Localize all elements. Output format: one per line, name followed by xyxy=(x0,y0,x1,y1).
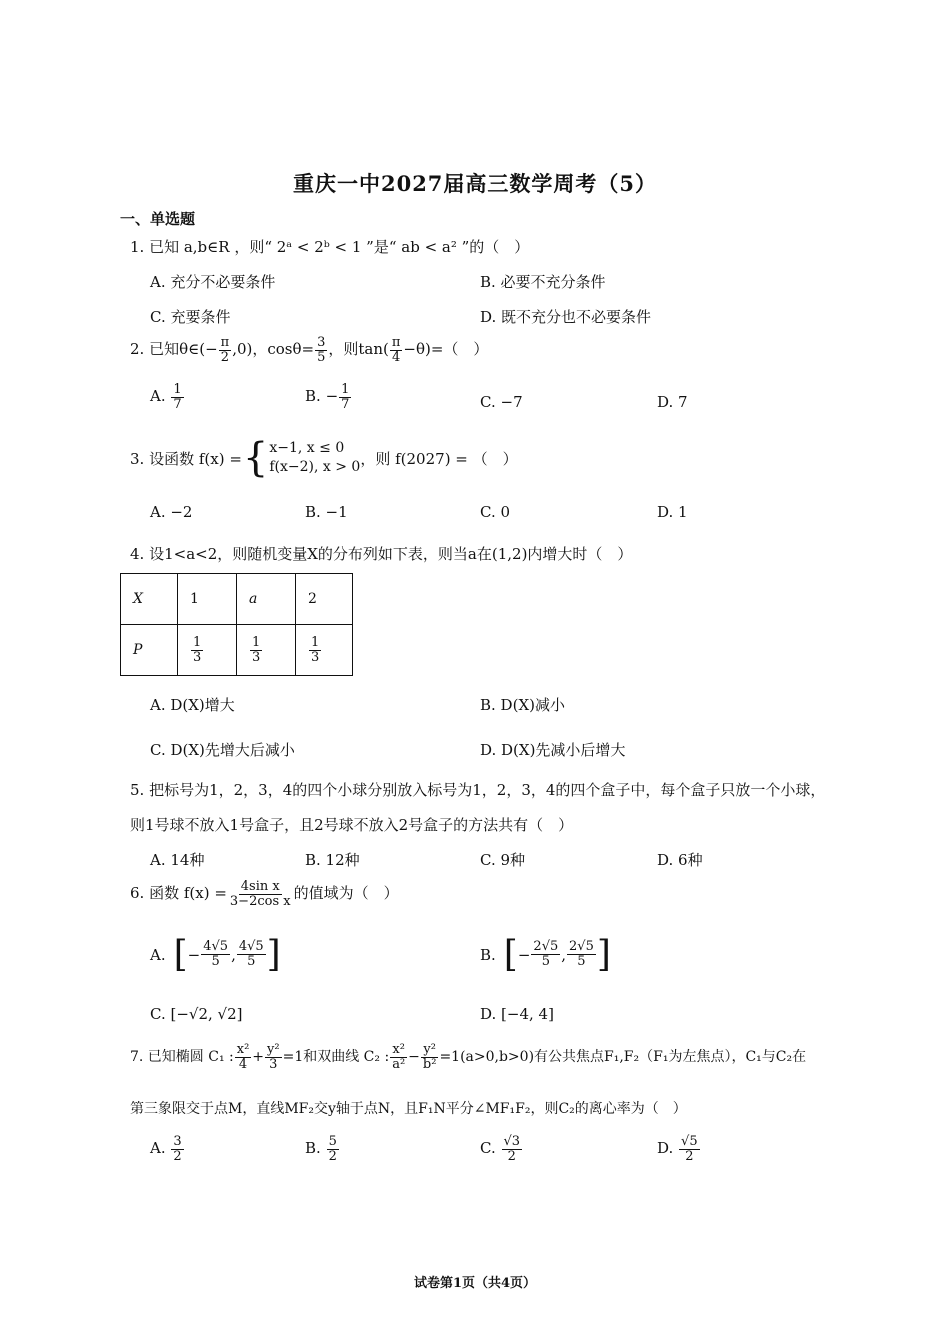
q6-frac-num: 4sin x xyxy=(240,879,280,894)
q2-frac3-num: π xyxy=(391,335,401,350)
table-cell: a xyxy=(237,574,296,625)
question-3-stem xyxy=(130,435,518,481)
question-1-stem: 1. 已知 a,b∈R ，则“ 2ᵃ < 2ᵇ < 1 ”是“ ab < a² ”的（ ） xyxy=(130,238,530,256)
table-cell: P xyxy=(121,625,178,676)
question-7-option-a xyxy=(150,1135,185,1163)
q2-option-d-text: 7 xyxy=(678,393,688,411)
q2-stem-mid2: ，则tan( xyxy=(328,340,389,359)
question-5-stem-line2: 则1号球不放入1号盒子，且2号球不放入2号盒子的方法共有（ ） xyxy=(130,816,574,834)
q7-option-c-frac xyxy=(502,1135,523,1163)
q7-h-den1: a² xyxy=(392,1056,406,1072)
table-row xyxy=(121,625,353,676)
prob-den: 3 xyxy=(252,649,261,665)
q7-option-a-den: 2 xyxy=(173,1148,182,1164)
q7-option-c-num: √3 xyxy=(503,1134,521,1149)
prob-den: 3 xyxy=(193,649,202,665)
question-5-option-c: C. 9种 xyxy=(480,851,526,869)
q3-cases xyxy=(269,439,360,477)
q7-h-den2: b² xyxy=(422,1056,437,1072)
question-6-option-a: A. [ − $\frac{4√5}{5}$ , $\frac{4√5}{5}$ ] xyxy=(150,934,281,975)
question-2-option-b xyxy=(305,383,352,411)
q6-option-b-den1: 5 xyxy=(541,954,550,969)
q6-option-b-label: B. xyxy=(480,945,496,964)
q2-option-b-den: 7 xyxy=(341,396,350,412)
question-4-option-c: C. D(X)先增大后减小 xyxy=(150,741,295,759)
q3-stem-pre: 3. 设函数 f(x) = xyxy=(130,449,242,468)
q7-stem-a: 7. 已知椭圆 C₁ : xyxy=(130,1049,234,1066)
q6-option-a-num1: 4√5 xyxy=(203,939,229,955)
q2-option-a-num: 1 xyxy=(173,382,182,397)
q6-option-b-den2: 5 xyxy=(577,954,586,969)
question-6-stem xyxy=(130,880,399,908)
q2-option-a-label: A. xyxy=(150,387,166,406)
q2-option-b-label: B. xyxy=(305,387,321,406)
q2-stem-post: −θ)=（ ） xyxy=(403,340,489,359)
q2-option-b-num: 1 xyxy=(341,382,350,397)
question-3-option-a: A. −2 xyxy=(150,503,193,521)
q6-option-a-den1: 5 xyxy=(211,954,220,969)
question-2-option-c xyxy=(480,393,523,411)
q2-frac3-den: 4 xyxy=(391,349,401,365)
q7-option-d-frac xyxy=(679,1135,700,1163)
q6-option-b-num1: 2√5 xyxy=(533,939,559,955)
q7-option-a-num: 3 xyxy=(173,1134,182,1149)
q6-frac xyxy=(228,880,293,908)
prob-num: 1 xyxy=(311,634,320,650)
section-heading: 一、单选题 xyxy=(120,210,196,228)
q7-option-c-den: 2 xyxy=(507,1148,516,1164)
q6-option-d-label: D. xyxy=(480,1005,497,1023)
question-1-option-b: B. 必要不充分条件 xyxy=(480,273,606,291)
q2-option-a-den: 7 xyxy=(173,396,182,412)
table-row xyxy=(121,574,353,625)
table-cell xyxy=(178,625,237,676)
q6-frac-den: 3−2cos x xyxy=(229,893,291,909)
page-footer: 试卷第1页（共4页） xyxy=(413,1276,537,1291)
question-5-option-d: D. 6种 xyxy=(657,851,703,869)
q6-option-b-lbracket: [ xyxy=(503,934,518,975)
table-cell: 1 xyxy=(178,574,237,625)
q2-frac-pi-4 xyxy=(390,336,403,364)
q7-option-d-den: 2 xyxy=(685,1148,694,1164)
q7-option-b-label: B. xyxy=(305,1139,321,1158)
q7-option-b-frac xyxy=(327,1135,339,1163)
question-4-option-b: B. D(X)减小 xyxy=(480,696,565,714)
prob-den: 3 xyxy=(311,649,320,665)
q2-stem-pre: 2. 已知θ∈(− xyxy=(130,340,218,359)
q2-option-b-frac xyxy=(339,383,351,411)
q3-brace: { xyxy=(242,435,269,481)
q2-stem-mid1: ,0)，cosθ= xyxy=(232,340,315,359)
question-4-option-a: A. D(X)增大 xyxy=(150,696,235,714)
question-6-option-d xyxy=(480,1005,554,1023)
q7-h-num2: y² xyxy=(423,1042,436,1057)
q2-frac2-den: 5 xyxy=(317,349,326,365)
q7-option-a-label: A. xyxy=(150,1139,166,1158)
q6-option-b-frac2 xyxy=(567,940,596,968)
q7-e-num2: y² xyxy=(267,1042,280,1057)
question-7-option-d xyxy=(657,1135,701,1163)
q7-option-d-label: D. xyxy=(657,1139,674,1158)
q6-option-c-label: C. xyxy=(150,1005,166,1023)
q7-ellipse-frac1 xyxy=(235,1043,252,1071)
question-2-option-d xyxy=(657,393,688,411)
q7-option-b-den: 2 xyxy=(328,1148,337,1164)
q7-stem-b: =1和双曲线 C₂ : xyxy=(282,1049,390,1066)
q7-e-den2: 3 xyxy=(269,1056,278,1072)
q2-option-c-text: −7 xyxy=(500,393,523,411)
question-2-option-a xyxy=(150,383,185,411)
q7-hyper-frac1 xyxy=(390,1043,407,1071)
q6-option-a-label: A. xyxy=(150,945,166,964)
q2-option-b-sign: − xyxy=(325,387,339,406)
q7-option-a-frac xyxy=(171,1135,183,1163)
table-cell xyxy=(237,625,296,676)
q7-option-b-num: 5 xyxy=(328,1134,337,1149)
question-3-option-d: D. 1 xyxy=(657,503,688,521)
q7-h-num1: x² xyxy=(392,1042,405,1057)
question-3-option-b: B. −1 xyxy=(305,503,348,521)
q2-frac1-den: 2 xyxy=(220,349,230,365)
q6-option-a-num2: 4√5 xyxy=(238,939,264,955)
q2-option-d-label: D. xyxy=(657,393,674,411)
question-5-stem-line1: 5. 把标号为1，2，3，4的四个小球分别放入标号为1，2，3，4的四个盒子中，每个盒子只放一个小球， xyxy=(130,781,826,799)
question-4-stem: 4. 设1<a<2，则随机变量X的分布列如下表，则当a在(1,2)内增大时（ ） xyxy=(130,545,633,563)
q2-option-a-frac xyxy=(171,383,183,411)
q2-frac-3-5 xyxy=(315,336,327,364)
table-cell xyxy=(296,625,353,676)
q6-option-a-rbracket: ] xyxy=(266,934,281,975)
q6-option-b-rbracket: ] xyxy=(596,934,611,975)
q7-hyper-frac2 xyxy=(421,1043,439,1071)
q6-option-a-frac1 xyxy=(201,940,230,968)
question-7-stem-line2: 第三象限交于点M，直线MF₂交y轴于点N，且F₁N平分∠MF₁F₂，则C₂的离心率为（ ） xyxy=(130,1101,687,1117)
question-4-option-d: D. D(X)先减小后增大 xyxy=(480,741,626,759)
q7-e-den1: 4 xyxy=(238,1056,248,1072)
q6-option-a-den2: 5 xyxy=(247,954,256,969)
question-2-stem xyxy=(130,336,488,364)
exam-title: 重庆一中2027届高三数学周考（5） xyxy=(292,171,658,196)
q3-case-1: x−1, x ≤ 0 xyxy=(269,440,345,457)
question-5-option-a: A. 14种 xyxy=(150,851,205,869)
q6-option-a-frac2 xyxy=(237,940,266,968)
q6-option-c-text: [−√2, √2] xyxy=(170,1005,243,1023)
question-6-option-b: B. [ − $\frac{2√5}{5}$ , $\frac{2√5}{5}$ ] xyxy=(480,934,611,975)
q7-option-c-label: C. xyxy=(480,1139,496,1158)
distribution-table xyxy=(120,573,353,676)
q7-ellipse-frac2 xyxy=(265,1043,282,1071)
table-cell: 2 xyxy=(296,574,353,625)
question-1-option-a: A. 充分不必要条件 xyxy=(150,273,276,291)
q2-option-c-label: C. xyxy=(480,393,496,411)
question-7-option-c xyxy=(480,1135,523,1163)
q3-case-2: f(x−2), x > 0 xyxy=(269,459,361,475)
question-5-option-b: B. 12种 xyxy=(305,851,360,869)
q2-frac2-num: 3 xyxy=(317,335,326,350)
q3-stem-post: ，则 f(2027) = （ ） xyxy=(360,449,518,468)
question-7-stem-line1: 7. 已知椭圆 C₁ : $\frac{\text{x²}}{4}$ + $\frac{\text{y²}}{3}$ =1和双曲线 C₂ : $\frac{\text{x²}}{\text{a²}}$ − $\frac{\text{y²}}{\text{b²}}$ =1(a>0,b>0)有公共焦点F₁,F₂（F₁为左焦点），C₁与C₂在 xyxy=(130,1042,807,1072)
q6-stem-post: 的值域为（ ） xyxy=(293,884,399,903)
q6-option-a-lbracket: [ xyxy=(173,934,188,975)
prob-num: 1 xyxy=(252,634,261,650)
q2-frac1-num: π xyxy=(220,335,230,350)
prob-num: 1 xyxy=(193,634,202,650)
q6-stem-pre: 6. 函数 f(x) = xyxy=(130,884,227,903)
question-6-option-c xyxy=(150,1005,243,1023)
question-7-option-b xyxy=(305,1135,340,1163)
q6-option-b-num2: 2√5 xyxy=(569,939,594,955)
question-1-option-c: C. 充要条件 xyxy=(150,308,231,326)
q7-option-d-num: √5 xyxy=(681,1134,698,1149)
question-3-option-c: C. 0 xyxy=(480,503,511,521)
question-1-option-d: D. 既不充分也不必要条件 xyxy=(480,308,652,326)
q6-option-d-text: [−4, 4] xyxy=(501,1005,554,1023)
table-cell: X xyxy=(121,574,178,625)
q7-stem-c: =1(a>0,b>0)有公共焦点F₁,F₂（F₁为左焦点），C₁与C₂在 xyxy=(439,1049,807,1066)
q7-e-num1: x² xyxy=(236,1042,250,1057)
q6-option-b-frac1 xyxy=(531,940,560,968)
q2-frac-pi-2 xyxy=(219,336,232,364)
